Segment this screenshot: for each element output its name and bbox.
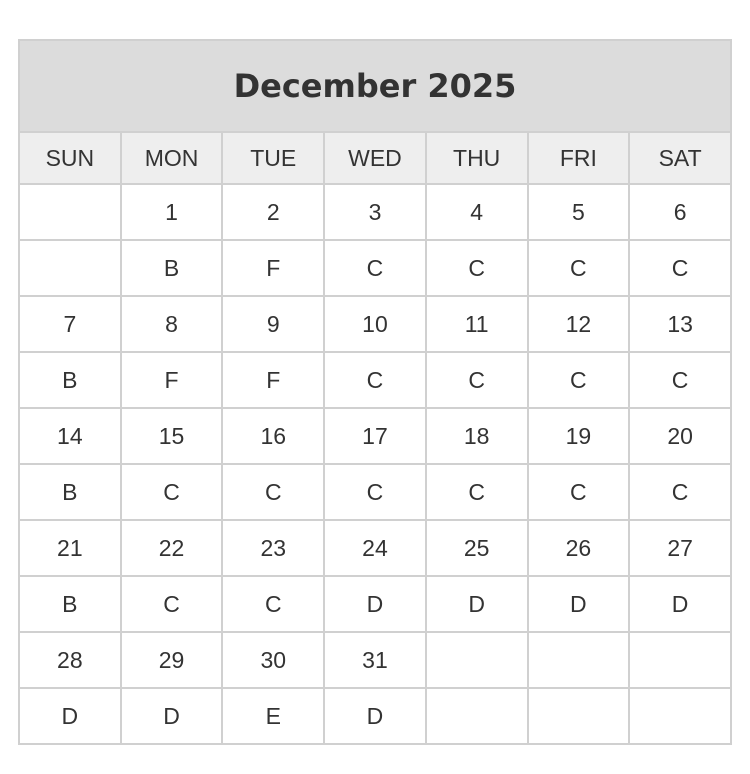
- week-4-code-row: [19, 576, 731, 632]
- calendar-table: [18, 39, 732, 745]
- day-number-cell: 25: [426, 520, 528, 576]
- day-number-cell: 21: [19, 520, 121, 576]
- day-number-cell: 10: [324, 296, 426, 352]
- week-5-date-row: [19, 632, 731, 688]
- week-5-code-row: [19, 688, 731, 744]
- day-number-cell: 4: [426, 184, 528, 240]
- day-number-cell: [19, 184, 121, 240]
- day-number-cell: 28: [19, 632, 121, 688]
- day-code-cell: C: [528, 464, 630, 520]
- day-number-cell: 18: [426, 408, 528, 464]
- day-code-cell: C: [121, 576, 223, 632]
- day-code-cell: [426, 688, 528, 744]
- day-number-cell: [426, 632, 528, 688]
- day-number-cell: 15: [121, 408, 223, 464]
- day-number-cell: 30: [222, 632, 324, 688]
- calendar-title: December 2025: [19, 40, 731, 132]
- day-number-cell: 13: [629, 296, 731, 352]
- day-number-cell: 11: [426, 296, 528, 352]
- day-code-cell: C: [324, 352, 426, 408]
- weekday-wed: WED: [324, 132, 426, 184]
- day-code-cell: C: [324, 464, 426, 520]
- day-number-cell: 2: [222, 184, 324, 240]
- day-code-cell: B: [19, 576, 121, 632]
- day-number-cell: 5: [528, 184, 630, 240]
- day-number-cell: 8: [121, 296, 223, 352]
- day-number-cell: 27: [629, 520, 731, 576]
- week-2-date-row: [19, 296, 731, 352]
- day-number-cell: 12: [528, 296, 630, 352]
- day-code-cell: D: [528, 576, 630, 632]
- calendar-body: [19, 184, 731, 744]
- day-code-cell: C: [629, 240, 731, 296]
- day-code-cell: C: [121, 464, 223, 520]
- day-number-cell: 6: [629, 184, 731, 240]
- day-code-cell: C: [528, 240, 630, 296]
- day-code-cell: C: [426, 464, 528, 520]
- day-code-cell: D: [121, 688, 223, 744]
- weekday-thu: THU: [426, 132, 528, 184]
- day-number-cell: [629, 632, 731, 688]
- day-number-cell: 1: [121, 184, 223, 240]
- day-code-cell: E: [222, 688, 324, 744]
- day-code-cell: C: [324, 240, 426, 296]
- day-code-cell: C: [426, 240, 528, 296]
- weekday-sat: SAT: [629, 132, 731, 184]
- day-code-cell: F: [222, 240, 324, 296]
- day-code-cell: D: [629, 576, 731, 632]
- day-number-cell: 26: [528, 520, 630, 576]
- week-1-code-row: [19, 240, 731, 296]
- weekday-fri: FRI: [528, 132, 630, 184]
- day-number-cell: [528, 632, 630, 688]
- weekday-sun: SUN: [19, 132, 121, 184]
- week-4-date-row: [19, 520, 731, 576]
- week-3-code-row: [19, 464, 731, 520]
- weekday-tue: TUE: [222, 132, 324, 184]
- week-3-date-row: [19, 408, 731, 464]
- day-code-cell: C: [629, 464, 731, 520]
- day-code-cell: C: [222, 464, 324, 520]
- day-code-cell: B: [19, 352, 121, 408]
- day-number-cell: 17: [324, 408, 426, 464]
- day-code-cell: B: [19, 464, 121, 520]
- day-code-cell: C: [528, 352, 630, 408]
- day-number-cell: 20: [629, 408, 731, 464]
- day-code-cell: C: [629, 352, 731, 408]
- week-2-code-row: [19, 352, 731, 408]
- day-code-cell: D: [324, 576, 426, 632]
- day-number-cell: 31: [324, 632, 426, 688]
- day-code-cell: [19, 240, 121, 296]
- day-number-cell: 19: [528, 408, 630, 464]
- day-code-cell: [629, 688, 731, 744]
- day-code-cell: C: [426, 352, 528, 408]
- day-code-cell: B: [121, 240, 223, 296]
- day-code-cell: [528, 688, 630, 744]
- day-code-cell: D: [426, 576, 528, 632]
- day-code-cell: D: [19, 688, 121, 744]
- weekday-row: [19, 132, 731, 184]
- weekday-mon: MON: [121, 132, 223, 184]
- week-1-date-row: [19, 184, 731, 240]
- day-number-cell: 24: [324, 520, 426, 576]
- day-code-cell: F: [121, 352, 223, 408]
- day-number-cell: 3: [324, 184, 426, 240]
- day-number-cell: 23: [222, 520, 324, 576]
- day-number-cell: 29: [121, 632, 223, 688]
- day-code-cell: C: [222, 576, 324, 632]
- day-number-cell: 22: [121, 520, 223, 576]
- day-number-cell: 16: [222, 408, 324, 464]
- day-code-cell: F: [222, 352, 324, 408]
- day-number-cell: 14: [19, 408, 121, 464]
- day-number-cell: 9: [222, 296, 324, 352]
- day-number-cell: 7: [19, 296, 121, 352]
- day-code-cell: D: [324, 688, 426, 744]
- calendar-header-row: [19, 40, 731, 132]
